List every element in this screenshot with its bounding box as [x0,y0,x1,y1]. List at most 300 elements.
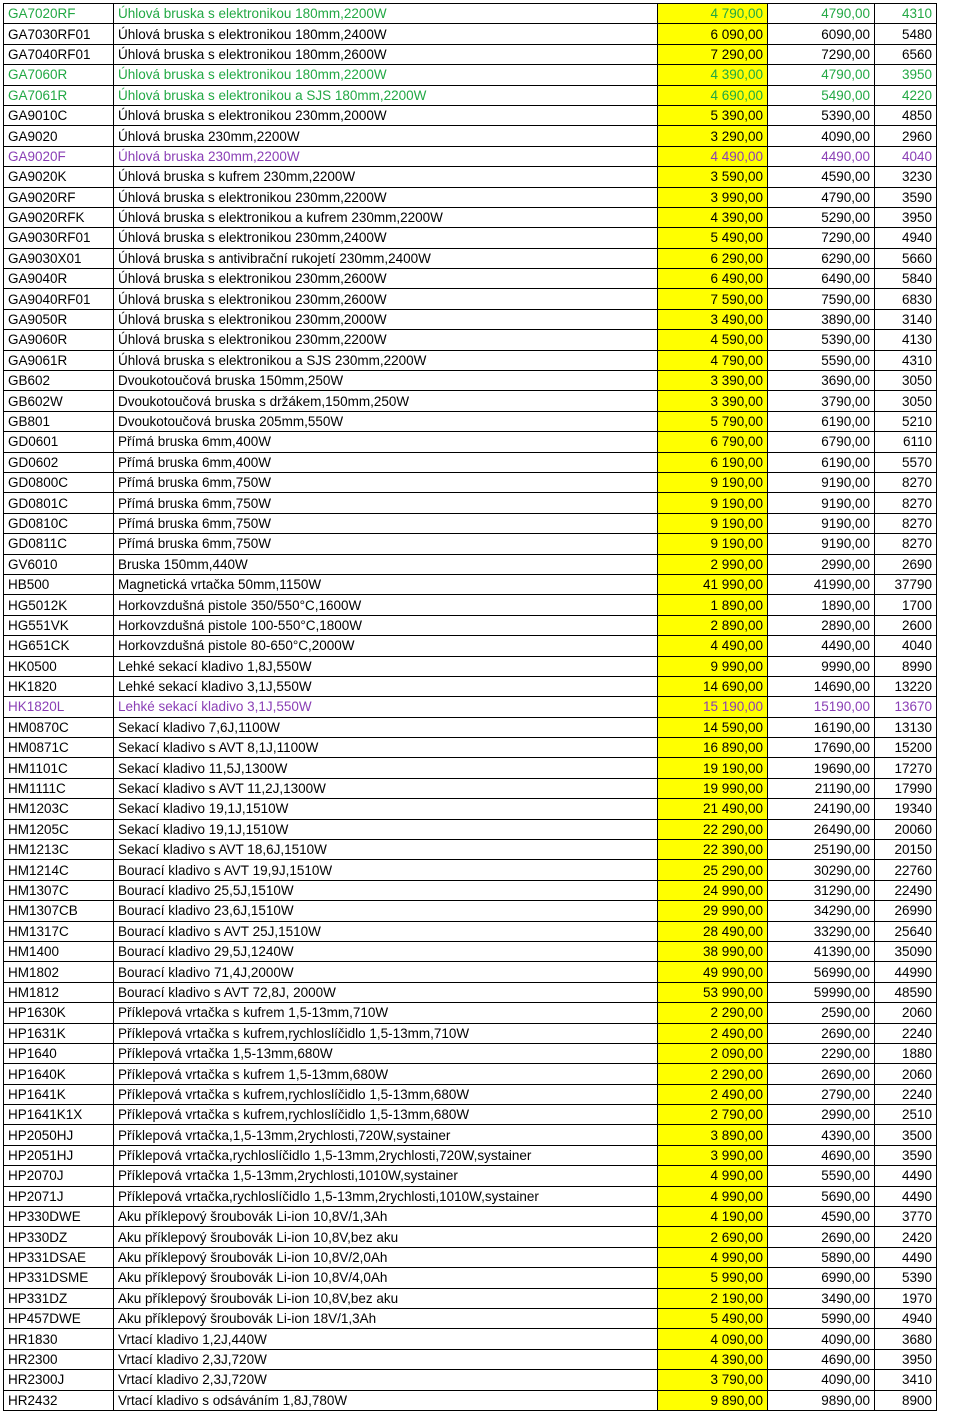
product-code-cell: HP2051HJ [4,1145,114,1165]
price-list-table [3,3,937,1411]
net-price-cell: 15200 [875,738,937,758]
product-code-cell: GA9030X01 [4,248,114,268]
price-cell: 4 090,00 [658,1329,768,1349]
list-price-cell: 9190,00 [768,472,875,492]
product-description-cell: Lehké sekací kladivo 3,1J,550W [114,697,658,717]
net-price-cell: 3410 [875,1370,937,1390]
list-price-cell: 6190,00 [768,452,875,472]
price-cell: 6 790,00 [658,432,768,452]
net-price-cell: 8990 [875,656,937,676]
product-code-cell: HR2432 [4,1390,114,1410]
product-code-cell: HG5012K [4,595,114,615]
list-price-cell: 4390,00 [768,1125,875,1145]
list-price-cell: 17690,00 [768,738,875,758]
list-price-cell: 25190,00 [768,840,875,860]
product-code-cell: GD0601 [4,432,114,452]
table-row [4,350,937,370]
net-price-cell: 3500 [875,1125,937,1145]
product-description-cell: Přímá bruska 6mm,750W [114,534,658,554]
table-row [4,269,937,289]
net-price-cell: 8270 [875,493,937,513]
list-price-cell: 24190,00 [768,799,875,819]
list-price-cell: 9890,00 [768,1390,875,1410]
list-price-cell: 7290,00 [768,228,875,248]
price-cell: 14 690,00 [658,676,768,696]
price-cell: 6 290,00 [658,248,768,268]
price-cell: 2 090,00 [658,1043,768,1063]
product-description-cell: Vrtací kladivo s odsáváním 1,8J,780W [114,1390,658,1410]
product-code-cell: HM1111C [4,778,114,798]
table-row [4,880,937,900]
net-price-cell: 35090 [875,941,937,961]
list-price-cell: 7590,00 [768,289,875,309]
product-code-cell: HM1400 [4,941,114,961]
price-cell: 6 190,00 [658,452,768,472]
product-code-cell: HR1830 [4,1329,114,1349]
table-row [4,738,937,758]
list-price-cell: 3790,00 [768,391,875,411]
product-code-cell: HP1631K [4,1023,114,1043]
net-price-cell: 3140 [875,309,937,329]
product-code-cell: HM1812 [4,982,114,1002]
table-row [4,1023,937,1043]
net-price-cell: 3770 [875,1207,937,1227]
net-price-cell: 48590 [875,982,937,1002]
list-price-cell: 59990,00 [768,982,875,1002]
product-description-cell: Úhlová bruska s kufrem 230mm,2200W [114,167,658,187]
product-description-cell: Horkovzdušná pistole 100-550°C,1800W [114,615,658,635]
price-cell: 41 990,00 [658,574,768,594]
list-price-cell: 33290,00 [768,921,875,941]
price-cell: 25 290,00 [658,860,768,880]
table-row [4,860,937,880]
price-cell: 2 190,00 [658,1288,768,1308]
price-cell: 5 390,00 [658,105,768,125]
product-code-cell: HP2071J [4,1186,114,1206]
list-price-cell: 5490,00 [768,85,875,105]
net-price-cell: 3590 [875,187,937,207]
table-row [4,1349,937,1369]
product-code-cell: HM0870C [4,717,114,737]
price-cell: 4 990,00 [658,1166,768,1186]
product-code-cell: GD0811C [4,534,114,554]
product-code-cell: HM1101C [4,758,114,778]
product-description-cell: Příklepová vrtačka s kufrem 1,5-13mm,710W [114,1003,658,1023]
table-row [4,187,937,207]
product-description-cell: Úhlová bruska 230mm,2200W [114,126,658,146]
product-description-cell: Úhlová bruska s elektronikou 230mm,2600W [114,269,658,289]
list-price-cell: 41390,00 [768,941,875,961]
table-row [4,676,937,696]
list-price-cell: 3490,00 [768,1288,875,1308]
net-price-cell: 5390 [875,1268,937,1288]
net-price-cell: 3950 [875,65,937,85]
table-row [4,472,937,492]
price-cell: 29 990,00 [658,901,768,921]
table-row [4,309,937,329]
product-description-cell: Vrtací kladivo 1,2J,440W [114,1329,658,1349]
product-code-cell: HB500 [4,574,114,594]
product-code-cell: GD0800C [4,472,114,492]
table-row [4,513,937,533]
list-price-cell: 31290,00 [768,880,875,900]
product-description-cell: Bourací kladivo 71,4J,2000W [114,962,658,982]
table-row [4,411,937,431]
net-price-cell: 20060 [875,819,937,839]
list-price-cell: 7290,00 [768,44,875,64]
price-cell: 4 590,00 [658,330,768,350]
table-row [4,452,937,472]
table-row [4,1003,937,1023]
price-cell: 4 790,00 [658,350,768,370]
product-description-cell: Úhlová bruska s elektronikou 230mm,2200W [114,187,658,207]
price-cell: 9 990,00 [658,656,768,676]
product-description-cell: Dvoukotoučová bruska s držákem,150mm,250W [114,391,658,411]
product-description-cell: Bourací kladivo s AVT 72,8J, 2000W [114,982,658,1002]
net-price-cell: 8270 [875,513,937,533]
list-price-cell: 2690,00 [768,1023,875,1043]
table-row [4,1125,937,1145]
product-code-cell: GA7020RF [4,4,114,24]
list-price-cell: 2790,00 [768,1084,875,1104]
product-code-cell: GA7040RF01 [4,44,114,64]
list-price-cell: 16190,00 [768,717,875,737]
table-row [4,656,937,676]
price-cell: 21 490,00 [658,799,768,819]
table-row [4,1268,937,1288]
product-description-cell: Příklepová vrtačka 1,5-13mm,680W [114,1043,658,1063]
price-cell: 4 390,00 [658,65,768,85]
price-cell: 4 990,00 [658,1186,768,1206]
price-cell: 2 990,00 [658,554,768,574]
list-price-cell: 4590,00 [768,1207,875,1227]
product-description-cell: Magnetická vrtačka 50mm,1150W [114,574,658,594]
product-description-cell: Úhlová bruska s elektronikou a SJS 230mm,2200W [114,350,658,370]
table-row [4,432,937,452]
net-price-cell: 37790 [875,574,937,594]
net-price-cell: 22490 [875,880,937,900]
net-price-cell: 26990 [875,901,937,921]
net-price-cell: 4940 [875,228,937,248]
net-price-cell: 4130 [875,330,937,350]
net-price-cell: 2240 [875,1023,937,1043]
net-price-cell: 4310 [875,4,937,24]
product-code-cell: HM1213C [4,840,114,860]
product-code-cell: HP331DSME [4,1268,114,1288]
product-code-cell: HP2050HJ [4,1125,114,1145]
net-price-cell: 8900 [875,1390,937,1410]
net-price-cell: 2510 [875,1105,937,1125]
table-row [4,982,937,1002]
table-row [4,1309,937,1329]
product-code-cell: GA7030RF01 [4,24,114,44]
table-row [4,330,937,350]
list-price-cell: 3690,00 [768,371,875,391]
price-cell: 4 190,00 [658,1207,768,1227]
list-price-cell: 5290,00 [768,207,875,227]
net-price-cell: 5480 [875,24,937,44]
price-cell: 53 990,00 [658,982,768,1002]
table-row [4,1105,937,1125]
product-code-cell: HG651CK [4,636,114,656]
list-price-cell: 5890,00 [768,1247,875,1267]
price-cell: 3 990,00 [658,187,768,207]
list-price-cell: 4790,00 [768,4,875,24]
price-cell: 7 290,00 [658,44,768,64]
price-cell: 4 390,00 [658,207,768,227]
price-cell: 19 190,00 [658,758,768,778]
product-description-cell: Dvoukotoučová bruska 150mm,250W [114,371,658,391]
product-code-cell: GD0602 [4,452,114,472]
product-code-cell: GA9040R [4,269,114,289]
product-description-cell: Vrtací kladivo 2,3J,720W [114,1370,658,1390]
table-row [4,554,937,574]
net-price-cell: 20150 [875,840,937,860]
table-row [4,636,937,656]
net-price-cell: 3950 [875,207,937,227]
product-description-cell: Úhlová bruska s elektronikou 180mm,2200W [114,4,658,24]
product-description-cell: Bourací kladivo 25,5J,1510W [114,880,658,900]
price-cell: 9 190,00 [658,534,768,554]
table-row [4,1227,937,1247]
product-code-cell: GA9061R [4,350,114,370]
product-description-cell: Příklepová vrtačka s kufrem,rychloslíčidlo 1,5-13mm,710W [114,1023,658,1043]
list-price-cell: 41990,00 [768,574,875,594]
product-description-cell: Bruska 150mm,440W [114,554,658,574]
product-description-cell: Sekací kladivo 19,1J,1510W [114,819,658,839]
table-row [4,24,937,44]
table-row [4,1084,937,1104]
net-price-cell: 13220 [875,676,937,696]
net-price-cell: 3950 [875,1349,937,1369]
product-description-cell: Sekací kladivo 19,1J,1510W [114,799,658,819]
table-row [4,615,937,635]
product-code-cell: HM1214C [4,860,114,880]
table-row [4,595,937,615]
product-description-cell: Přímá bruska 6mm,400W [114,452,658,472]
product-code-cell: HP330DZ [4,1227,114,1247]
net-price-cell: 17270 [875,758,937,778]
product-description-cell: Aku příklepový šroubovák Li-ion 10,8V,bez aku [114,1288,658,1308]
product-description-cell: Dvoukotoučová bruska 205mm,550W [114,411,658,431]
price-cell: 2 890,00 [658,615,768,635]
list-price-cell: 2690,00 [768,1064,875,1084]
product-description-cell: Úhlová bruska s elektronikou a kufrem 230mm,2200W [114,207,658,227]
price-cell: 16 890,00 [658,738,768,758]
table-row [4,65,937,85]
price-cell: 4 390,00 [658,1349,768,1369]
product-code-cell: HP1641K [4,1084,114,1104]
table-row [4,126,937,146]
table-row [4,697,937,717]
product-description-cell: Úhlová bruska s elektronikou 180mm,2400W [114,24,658,44]
product-code-cell: GA9020F [4,146,114,166]
price-cell: 2 690,00 [658,1227,768,1247]
product-description-cell: Příklepová vrtačka,rychloslíčidlo 1,5-13mm,2rychlosti,1010W,systainer [114,1186,658,1206]
product-code-cell: HP1630K [4,1003,114,1023]
list-price-cell: 26490,00 [768,819,875,839]
product-code-cell: HK0500 [4,656,114,676]
net-price-cell: 2690 [875,554,937,574]
net-price-cell: 2060 [875,1003,937,1023]
list-price-cell: 2990,00 [768,1105,875,1125]
list-price-cell: 9190,00 [768,513,875,533]
product-code-cell: HP1640 [4,1043,114,1063]
product-code-cell: HP457DWE [4,1309,114,1329]
table-row [4,758,937,778]
product-description-cell: Úhlová bruska s antivibrační rukojetí 230mm,2400W [114,248,658,268]
product-description-cell: Příklepová vrtačka s kufrem,rychloslíčidlo 1,5-13mm,680W [114,1105,658,1125]
product-description-cell: Bourací kladivo 23,6J,1510W [114,901,658,921]
product-code-cell: HP331DSAE [4,1247,114,1267]
price-cell: 2 290,00 [658,1064,768,1084]
product-code-cell: HM1317C [4,921,114,941]
list-price-cell: 4090,00 [768,126,875,146]
product-description-cell: Příklepová vrtačka,rychloslíčidlo 1,5-13mm,2rychlosti,720W,systainer [114,1145,658,1165]
table-row [4,921,937,941]
price-cell: 4 990,00 [658,1247,768,1267]
table-row [4,167,937,187]
table-row [4,962,937,982]
net-price-cell: 3680 [875,1329,937,1349]
product-code-cell: GA7060R [4,65,114,85]
net-price-cell: 4490 [875,1247,937,1267]
table-row [4,391,937,411]
net-price-cell: 13670 [875,697,937,717]
product-description-cell: Aku příklepový šroubovák Li-ion 10,8V/2,0Ah [114,1247,658,1267]
price-cell: 5 990,00 [658,1268,768,1288]
price-cell: 3 290,00 [658,126,768,146]
net-price-cell: 22760 [875,860,937,880]
product-description-cell: Aku příklepový šroubovák Li-ion 10,8V,bez aku [114,1227,658,1247]
price-cell: 9 190,00 [658,472,768,492]
product-code-cell: HR2300 [4,1349,114,1369]
price-cell: 7 590,00 [658,289,768,309]
product-description-cell: Úhlová bruska s elektronikou 180mm,2200W [114,65,658,85]
table-row [4,4,937,24]
product-description-cell: Aku příklepový šroubovák Li-ion 10,8V/1,3Ah [114,1207,658,1227]
product-description-cell: Úhlová bruska 230mm,2200W [114,146,658,166]
net-price-cell: 4220 [875,85,937,105]
product-description-cell: Lehké sekací kladivo 1,8J,550W [114,656,658,676]
list-price-cell: 4090,00 [768,1370,875,1390]
product-code-cell: GA9050R [4,309,114,329]
list-price-cell: 5390,00 [768,330,875,350]
table-row [4,1043,937,1063]
product-description-cell: Úhlová bruska s elektronikou 180mm,2600W [114,44,658,64]
list-price-cell: 30290,00 [768,860,875,880]
product-description-cell: Přímá bruska 6mm,750W [114,493,658,513]
list-price-cell: 2990,00 [768,554,875,574]
list-price-cell: 5990,00 [768,1309,875,1329]
net-price-cell: 4940 [875,1309,937,1329]
list-price-cell: 21190,00 [768,778,875,798]
list-price-cell: 4490,00 [768,636,875,656]
net-price-cell: 1700 [875,595,937,615]
net-price-cell: 25640 [875,921,937,941]
price-cell: 4 490,00 [658,636,768,656]
product-description-cell: Přímá bruska 6mm,750W [114,472,658,492]
price-cell: 14 590,00 [658,717,768,737]
table-row [4,289,937,309]
net-price-cell: 3050 [875,371,937,391]
net-price-cell: 13130 [875,717,937,737]
net-price-cell: 17990 [875,778,937,798]
table-row [4,1145,937,1165]
list-price-cell: 4590,00 [768,167,875,187]
net-price-cell: 3050 [875,391,937,411]
price-cell: 15 190,00 [658,697,768,717]
price-cell: 6 090,00 [658,24,768,44]
net-price-cell: 2960 [875,126,937,146]
list-price-cell: 56990,00 [768,962,875,982]
product-description-cell: Úhlová bruska s elektronikou 230mm,2400W [114,228,658,248]
product-code-cell: GA9030RF01 [4,228,114,248]
product-code-cell: HM1307C [4,880,114,900]
product-code-cell: HP1641K1X [4,1105,114,1125]
price-cell: 4 790,00 [658,4,768,24]
price-list-body [4,4,937,1411]
net-price-cell: 6560 [875,44,937,64]
product-description-cell: Sekací kladivo s AVT 8,1J,1100W [114,738,658,758]
price-cell: 24 990,00 [658,880,768,900]
product-description-cell: Úhlová bruska s elektronikou 230mm,2000W [114,309,658,329]
list-price-cell: 2690,00 [768,1227,875,1247]
list-price-cell: 5590,00 [768,1166,875,1186]
price-cell: 5 490,00 [658,1309,768,1329]
product-description-cell: Příklepová vrtačka 1,5-13mm,2rychlosti,1010W,systainer [114,1166,658,1186]
net-price-cell: 6110 [875,432,937,452]
net-price-cell: 4850 [875,105,937,125]
product-code-cell: GB602W [4,391,114,411]
net-price-cell: 8270 [875,534,937,554]
price-cell: 4 490,00 [658,146,768,166]
list-price-cell: 9190,00 [768,493,875,513]
list-price-cell: 3890,00 [768,309,875,329]
net-price-cell: 2060 [875,1064,937,1084]
product-code-cell: GB801 [4,411,114,431]
product-description-cell: Přímá bruska 6mm,400W [114,432,658,452]
table-row [4,799,937,819]
net-price-cell: 1880 [875,1043,937,1063]
price-cell: 3 890,00 [658,1125,768,1145]
product-code-cell: GA9020RF [4,187,114,207]
table-row [4,819,937,839]
table-row [4,1390,937,1410]
product-description-cell: Horkovzdušná pistole 80-650°C,2000W [114,636,658,656]
net-price-cell: 2420 [875,1227,937,1247]
product-description-cell: Sekací kladivo s AVT 11,2J,1300W [114,778,658,798]
price-cell: 22 390,00 [658,840,768,860]
table-row [4,248,937,268]
product-code-cell: GB602 [4,371,114,391]
table-row [4,1288,937,1308]
table-row [4,534,937,554]
net-price-cell: 5210 [875,411,937,431]
table-row [4,228,937,248]
product-code-cell: GA9060R [4,330,114,350]
list-price-cell: 9990,00 [768,656,875,676]
net-price-cell: 3590 [875,1145,937,1165]
table-row [4,1166,937,1186]
table-row [4,901,937,921]
price-cell: 9 890,00 [658,1390,768,1410]
net-price-cell: 19340 [875,799,937,819]
price-cell: 5 790,00 [658,411,768,431]
table-row [4,778,937,798]
product-description-cell: Aku příklepový šroubovák Li-ion 10,8V/4,0Ah [114,1268,658,1288]
product-description-cell: Sekací kladivo 11,5J,1300W [114,758,658,778]
